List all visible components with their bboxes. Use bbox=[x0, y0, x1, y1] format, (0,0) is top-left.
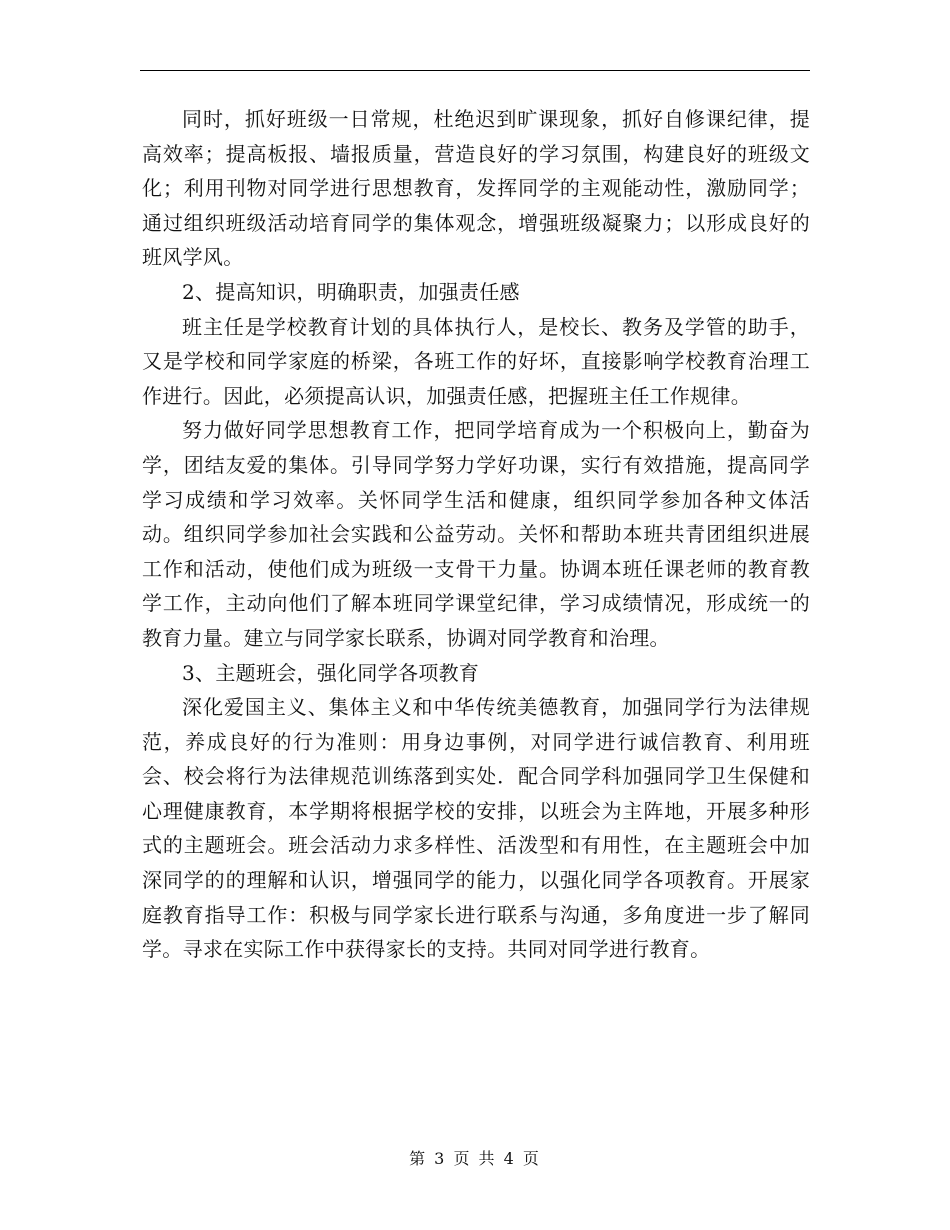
section-heading-responsibility: 2、提高知识，明确职责，加强责任感 bbox=[182, 279, 520, 304]
paragraph-class-routine: 同时，抓好班级一日常规，杜绝迟到旷课现象，抓好自修课纪律，提高效率；提高板报、墙报质量，营造良好的学习氛围，构建良好的班级文化；利用刊物对同学进行思想教育，发挥同学的主观能动性，激励同学；通过组织班级活动培育同学的集体观念，增强班级凝聚力；以形成良好的班风学风。 bbox=[142, 107, 810, 270]
page-number: 第 3 页 共 4 页 bbox=[409, 1149, 541, 1168]
header-rule bbox=[140, 70, 810, 71]
paragraph-patriotic-education: 深化爱国主义、集体主义和中华传统美德教育，加强同学行为法律规范，养成良好的行为准则：用身边事例，对同学进行诚信教育、利用班会、校会将行为法律规范训练落到实处．配合同学科加强同学卫生保健和心理健康教育，本学期将根据学校的安排，以班会为主阵地，开展多种形式的主题班会。班会活动力求多样性、活泼型和有用性，在主题班会中加深同学的的理解和认识，增强同学的能力，以强化同学各项教育。开展家庭教育指导工作：积极与同学家长进行联系与沟通，多角度进一步了解同学。寻求在实际工作中获得家长的支持。共同对同学进行教育。 bbox=[142, 695, 810, 962]
document-body bbox=[142, 102, 810, 967]
paragraph-head-teacher-role: 班主任是学校教育计划的具体执行人，是校长、教务及学管的助手，又是学校和同学家庭的桥梁，各班工作的好坏，直接影响学校教育治理工作进行。因此，必须提高认识，加强责任感，把握班主任工作规律。 bbox=[142, 314, 810, 408]
section-heading-theme-meeting: 3、主题班会，强化同学各项教育 bbox=[182, 660, 480, 685]
paragraph-thought-education: 努力做好同学思想教育工作，把同学培育成为一个积极向上，勤奋为学，团结友爱的集体。引导同学努力学好功课，实行有效措施，提高同学学习成绩和学习效率。关怀同学生活和健康，组织同学参加各种文体活动。组织同学参加社会实践和公益劳动。关怀和帮助本班共青团组织进展工作和活动，使他们成为班级一支骨干力量。协调本班任课老师的教育教学工作，主动向他们了解本班同学课堂纪律，学习成绩情况，形成统一的教育力量。建立与同学家长联系，协调对同学教育和治理。 bbox=[142, 418, 810, 650]
